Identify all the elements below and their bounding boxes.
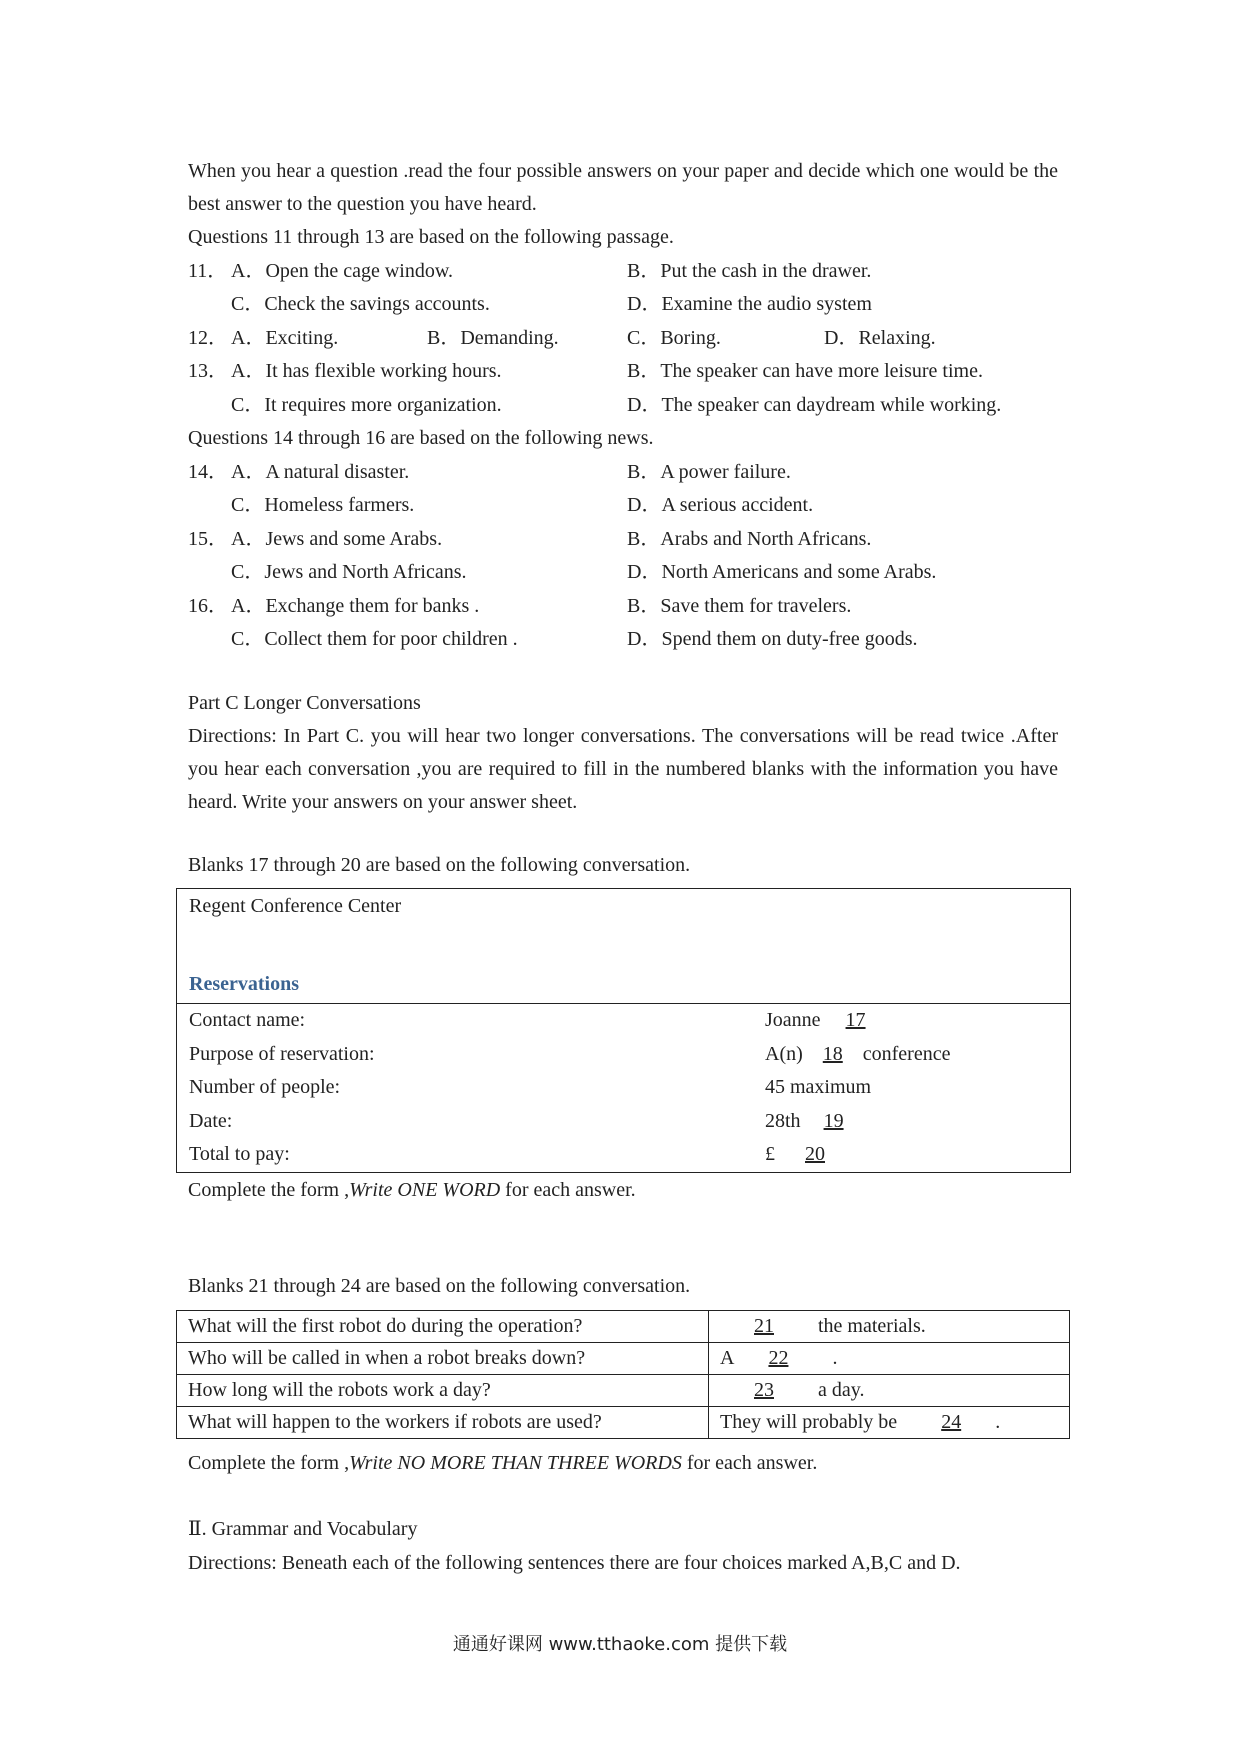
question-cell: How long will the robots work a day?	[177, 1375, 709, 1407]
answer-blank: 17	[845, 1009, 866, 1031]
form-subtitle: Reservations	[189, 973, 299, 995]
option-c: C．Boring.	[627, 326, 721, 349]
intro-paragraph: When you hear a question .read the four possible answers on your paper and decide which one would be the best answer to the question you have heard.	[188, 160, 1058, 215]
question-cell: What will happen to the workers if robots are used?	[177, 1407, 709, 1439]
question-15-cont	[188, 556, 1058, 590]
value-prefix: £	[765, 1143, 780, 1165]
note-emphasis: Write NO MORE THAN THREE WORDS	[349, 1452, 682, 1474]
option-c: C．It requires more organization.	[231, 393, 502, 416]
option-d: D．The speaker can daydream while working.	[627, 393, 1002, 416]
answer-blank: 18	[822, 1042, 843, 1065]
answer-cell	[709, 1375, 1070, 1407]
option-c: C．Jews and North Africans.	[231, 561, 467, 583]
answer-blank: 23	[754, 1379, 774, 1401]
option-a: A．A natural disaster.	[231, 460, 410, 483]
form-header	[177, 889, 1070, 1004]
table-row	[177, 1311, 1070, 1343]
section-header: Questions 11 through 13 are based on the following passage.	[188, 226, 674, 248]
section-directions: Directions: Beneath each of the following sentences there are four choices marked A,B,C and D.	[188, 1552, 961, 1574]
option-c: C．Check the savings accounts.	[231, 293, 490, 315]
value-prefix: Joanne	[765, 1009, 821, 1031]
answer-prefix: They will probably be	[720, 1411, 908, 1433]
form-row-label: Number of people:	[189, 1076, 341, 1098]
reservation-form	[176, 888, 1071, 1173]
question-16-cont	[188, 623, 1058, 657]
part-c-title: Part C Longer Conversations	[188, 691, 421, 714]
question-number: 16．	[188, 594, 228, 617]
option-d: D．North Americans and some Arabs.	[627, 561, 937, 583]
option-d: D．Spend them on duty-free goods.	[627, 628, 918, 650]
answer-suffix: .	[995, 1411, 1001, 1433]
question-12	[188, 322, 1058, 356]
option-d: D．Relaxing.	[824, 326, 936, 349]
form-row-label: Total to pay:	[189, 1143, 290, 1165]
value-prefix: 45 maximum	[765, 1076, 872, 1098]
table-note	[188, 1447, 817, 1481]
question-number: 13．	[188, 360, 228, 382]
form-title: Regent Conference Center	[189, 895, 402, 917]
form-row-value	[765, 1071, 871, 1105]
part-c-directions: Directions: In Part C. you will hear two longer conversations. The conversations will be read twice .After you hear each conversation ,you are required to fill in the numbered blanks with the information you have heard. Write your answers on your answer sheet.	[188, 725, 1058, 813]
page-body	[188, 155, 1058, 883]
question-number: 15．	[188, 527, 228, 550]
question-cell: What will the first robot do during the operation?	[177, 1311, 709, 1343]
robot-questions-table	[176, 1310, 1070, 1439]
answer-cell	[709, 1343, 1070, 1375]
question-14-cont	[188, 489, 1058, 523]
footer-watermark: 通通好课网 www.tthaoke.com 提供下载	[452, 1634, 788, 1655]
question-13	[188, 355, 1058, 389]
option-d: D．A serious accident.	[627, 494, 814, 516]
option-a: A．It has flexible working hours.	[231, 360, 502, 382]
form-row	[177, 1071, 1070, 1105]
option-a: A．Jews and some Arabs.	[231, 527, 443, 550]
form-row	[177, 1038, 1070, 1072]
option-d: D．Examine the audio system	[627, 293, 872, 315]
option-b: B．Arabs and North Africans.	[627, 527, 872, 550]
option-a: A．Exciting.	[231, 326, 339, 349]
answer-cell	[709, 1311, 1070, 1343]
question-13-cont	[188, 389, 1058, 423]
form-row-label: Contact name:	[189, 1009, 306, 1031]
value-suffix: conference	[862, 1042, 951, 1065]
form-row-value	[765, 1004, 891, 1038]
note-text: for each answer.	[500, 1179, 636, 1201]
note-text: for each answer.	[681, 1452, 818, 1474]
form-row-value	[765, 1105, 867, 1139]
question-number: 11．	[188, 259, 228, 282]
answer-prefix: A	[720, 1347, 735, 1369]
question-14	[188, 456, 1058, 490]
answer-blank: 24	[941, 1411, 962, 1433]
table-row	[177, 1375, 1070, 1407]
form-note	[188, 1174, 636, 1208]
answer-cell	[709, 1407, 1070, 1439]
option-a: A．Exchange them for banks .	[231, 594, 480, 617]
answer-suffix: a day.	[808, 1379, 865, 1401]
form-row	[177, 1004, 1070, 1038]
form-row-value	[765, 1138, 850, 1172]
option-b: B．Put the cash in the drawer.	[627, 259, 872, 282]
form-row	[177, 1105, 1070, 1139]
section-title: Ⅱ. Grammar and Vocabulary	[188, 1518, 418, 1540]
option-b: B．Save them for travelers.	[627, 594, 852, 617]
answer-blank: 21	[754, 1315, 774, 1337]
blanks-header: Blanks 21 through 24 are based on the following conversation.	[188, 1275, 691, 1297]
question-number: 14．	[188, 460, 228, 483]
form-row	[177, 1138, 1070, 1172]
form-row-value	[765, 1038, 950, 1072]
answer-blank: 22	[768, 1347, 789, 1369]
option-a: A．Open the cage window.	[231, 259, 453, 282]
question-number: 12．	[188, 326, 228, 349]
question-11-cont	[188, 288, 1058, 322]
option-b: B．Demanding.	[427, 326, 559, 349]
answer-blank: 20	[805, 1143, 825, 1165]
question-11	[188, 255, 1058, 289]
question-15	[188, 523, 1058, 557]
option-b: B．A power failure.	[627, 460, 791, 483]
form-row-label: Purpose of reservation:	[189, 1042, 375, 1065]
note-text: Complete the form ,	[188, 1452, 350, 1474]
question-cell: Who will be called in when a robot breaks down?	[177, 1343, 709, 1375]
form-row-label: Date:	[189, 1109, 233, 1132]
note-emphasis: Write ONE WORD	[349, 1179, 501, 1201]
answer-suffix: the materials.	[808, 1315, 926, 1337]
option-b: B．The speaker can have more leisure time.	[627, 360, 983, 382]
section-header: Questions 14 through 16 are based on the following news.	[188, 427, 654, 449]
answer-suffix: .	[822, 1347, 838, 1369]
option-c: C．Collect them for poor children .	[231, 628, 518, 650]
value-prefix: A(n)	[765, 1042, 803, 1065]
table-row	[177, 1343, 1070, 1375]
note-text: Complete the form ,	[188, 1179, 350, 1201]
answer-blank: 19	[823, 1109, 844, 1132]
question-16	[188, 590, 1058, 624]
table-row	[177, 1407, 1070, 1439]
option-c: C．Homeless farmers.	[231, 494, 415, 516]
blanks-header: Blanks 17 through 20 are based on the following conversation.	[188, 854, 691, 876]
value-prefix: 28th	[765, 1109, 801, 1132]
